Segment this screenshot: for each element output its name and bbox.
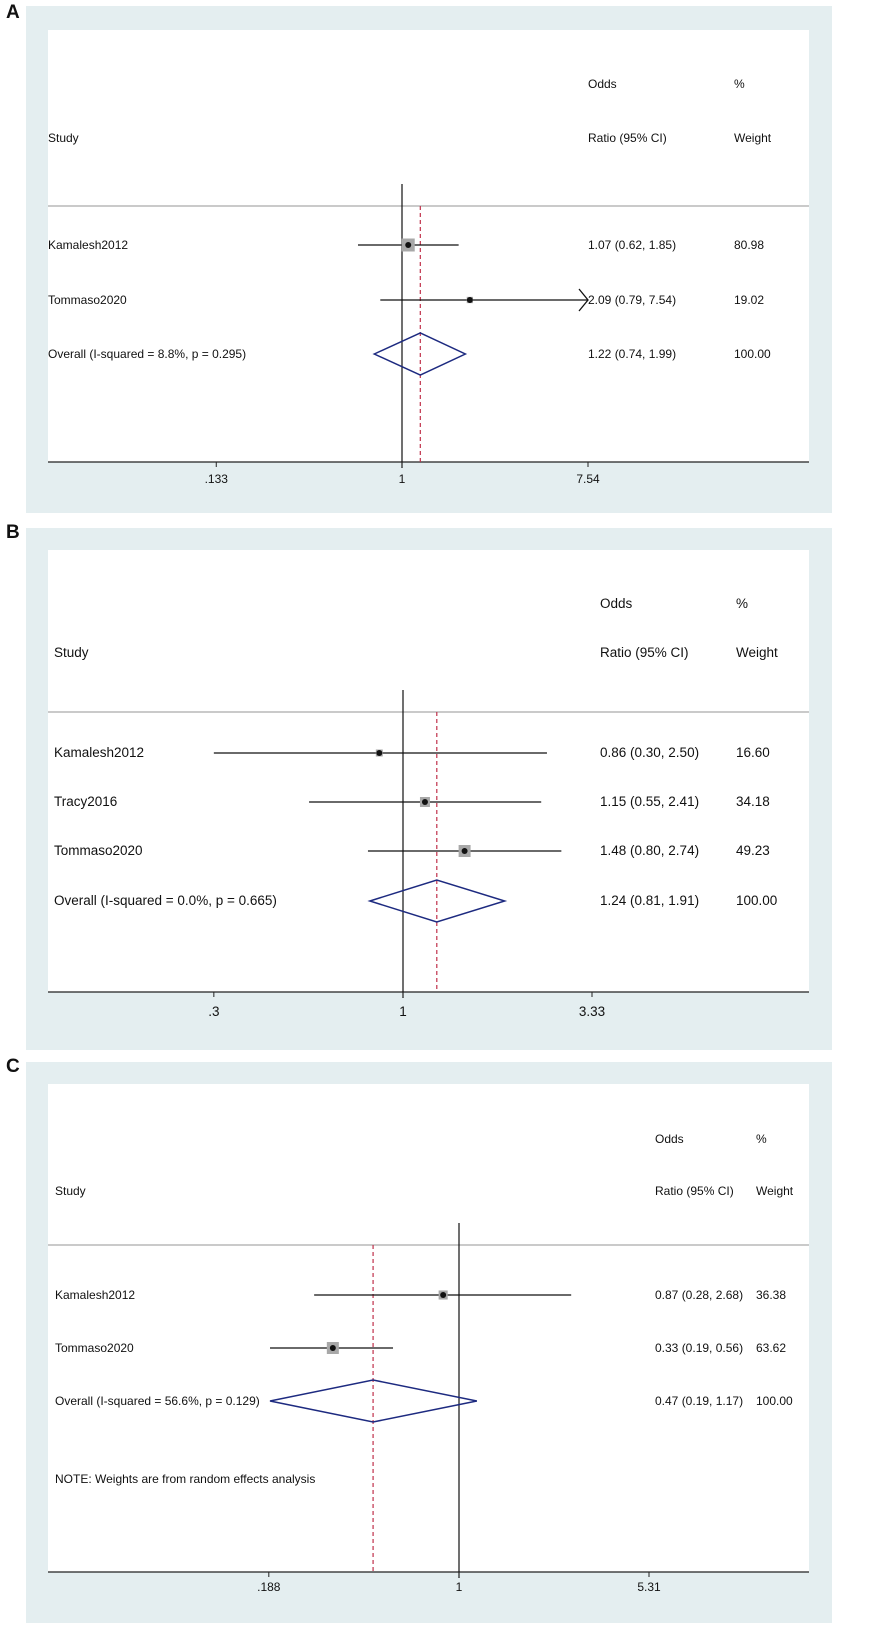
overall-weight-text: 100.00 [756, 1394, 793, 1408]
overall-label: Overall (I-squared = 56.6%, p = 0.129) [55, 1394, 260, 1408]
study-ci-text: 1.48 (0.80, 2.74) [600, 843, 700, 858]
panel-label-a: A [6, 2, 20, 23]
point-estimate [330, 1345, 336, 1351]
study-ci-text: 0.87 (0.28, 2.68) [655, 1288, 744, 1302]
overall-ci-text: 1.22 (0.74, 1.99) [588, 347, 677, 361]
plot-area [48, 1084, 809, 1572]
header-weight: Weight [756, 1184, 794, 1198]
study-name: Kamalesh2012 [54, 745, 145, 760]
overall-weight-text: 100.00 [736, 893, 778, 908]
forest-plot-a [26, 6, 832, 513]
study-weight-text: 63.62 [756, 1341, 787, 1355]
point-estimate [422, 799, 428, 805]
forest-plot-panel-b [26, 528, 832, 1050]
panel-label-c: C [6, 1056, 20, 1077]
header-ratio-ci: Ratio (95% CI) [600, 645, 689, 660]
plot-area [48, 550, 809, 992]
header-weight: Weight [736, 645, 778, 660]
header-percent: % [736, 596, 749, 611]
x-tick-label: 1 [399, 1004, 407, 1019]
study-ci-text: 2.09 (0.79, 7.54) [588, 293, 677, 307]
header-study: Study [48, 131, 79, 145]
x-tick-label: .133 [204, 472, 228, 486]
header-study: Study [55, 1184, 86, 1198]
header-percent: % [734, 77, 745, 91]
forest-plot-panel-c [26, 1062, 832, 1623]
header-ratio-ci: Ratio (95% CI) [588, 131, 667, 145]
forest-plot-panel-a [26, 6, 832, 513]
study-name: Kamalesh2012 [55, 1288, 136, 1302]
point-estimate [467, 297, 473, 303]
x-tick-label: 7.54 [576, 472, 600, 486]
panel-label-b: B [6, 522, 20, 543]
study-name: Tommaso2020 [54, 843, 143, 858]
x-tick-label: 1 [455, 1580, 463, 1594]
study-ci-text: 1.07 (0.62, 1.85) [588, 238, 677, 252]
point-estimate [376, 750, 382, 756]
x-tick-label: .3 [208, 1004, 220, 1019]
overall-label: Overall (I-squared = 0.0%, p = 0.665) [54, 893, 277, 908]
study-weight-text: 34.18 [736, 794, 770, 809]
header-ratio-ci: Ratio (95% CI) [655, 1184, 734, 1198]
header-odds: Odds [655, 1132, 684, 1146]
point-estimate [440, 1292, 446, 1298]
plot-area [48, 30, 809, 462]
study-ci-text: 0.86 (0.30, 2.50) [600, 745, 700, 760]
study-name: Tracy2016 [54, 794, 118, 809]
study-weight-text: 19.02 [734, 293, 765, 307]
study-weight-text: 36.38 [756, 1288, 787, 1302]
header-odds: Odds [600, 596, 633, 611]
note-text: NOTE: Weights are from random effects analysis [55, 1472, 316, 1486]
header-weight: Weight [734, 131, 772, 145]
x-tick-label: 1 [398, 472, 406, 486]
x-tick-label: 3.33 [578, 1004, 606, 1019]
study-name: Kamalesh2012 [48, 238, 129, 252]
overall-ci-text: 0.47 (0.19, 1.17) [655, 1394, 744, 1408]
header-odds: Odds [588, 77, 617, 91]
forest-plot-b [26, 528, 832, 1050]
x-tick-label: .188 [257, 1580, 281, 1594]
study-weight-text: 49.23 [736, 843, 770, 858]
header-percent: % [756, 1132, 767, 1146]
point-estimate [405, 242, 411, 248]
study-weight-text: 16.60 [736, 745, 770, 760]
study-weight-text: 80.98 [734, 238, 765, 252]
overall-label: Overall (I-squared = 8.8%, p = 0.295) [48, 347, 247, 361]
overall-ci-text: 1.24 (0.81, 1.91) [600, 893, 700, 908]
header-study: Study [54, 645, 89, 660]
study-ci-text: 0.33 (0.19, 0.56) [655, 1341, 744, 1355]
study-ci-text: 1.15 (0.55, 2.41) [600, 794, 700, 809]
study-name: Tommaso2020 [48, 293, 127, 307]
forest-plot-c [26, 1062, 832, 1623]
point-estimate [462, 848, 468, 854]
study-name: Tommaso2020 [55, 1341, 134, 1355]
overall-weight-text: 100.00 [734, 347, 771, 361]
x-tick-label: 5.31 [637, 1580, 661, 1594]
